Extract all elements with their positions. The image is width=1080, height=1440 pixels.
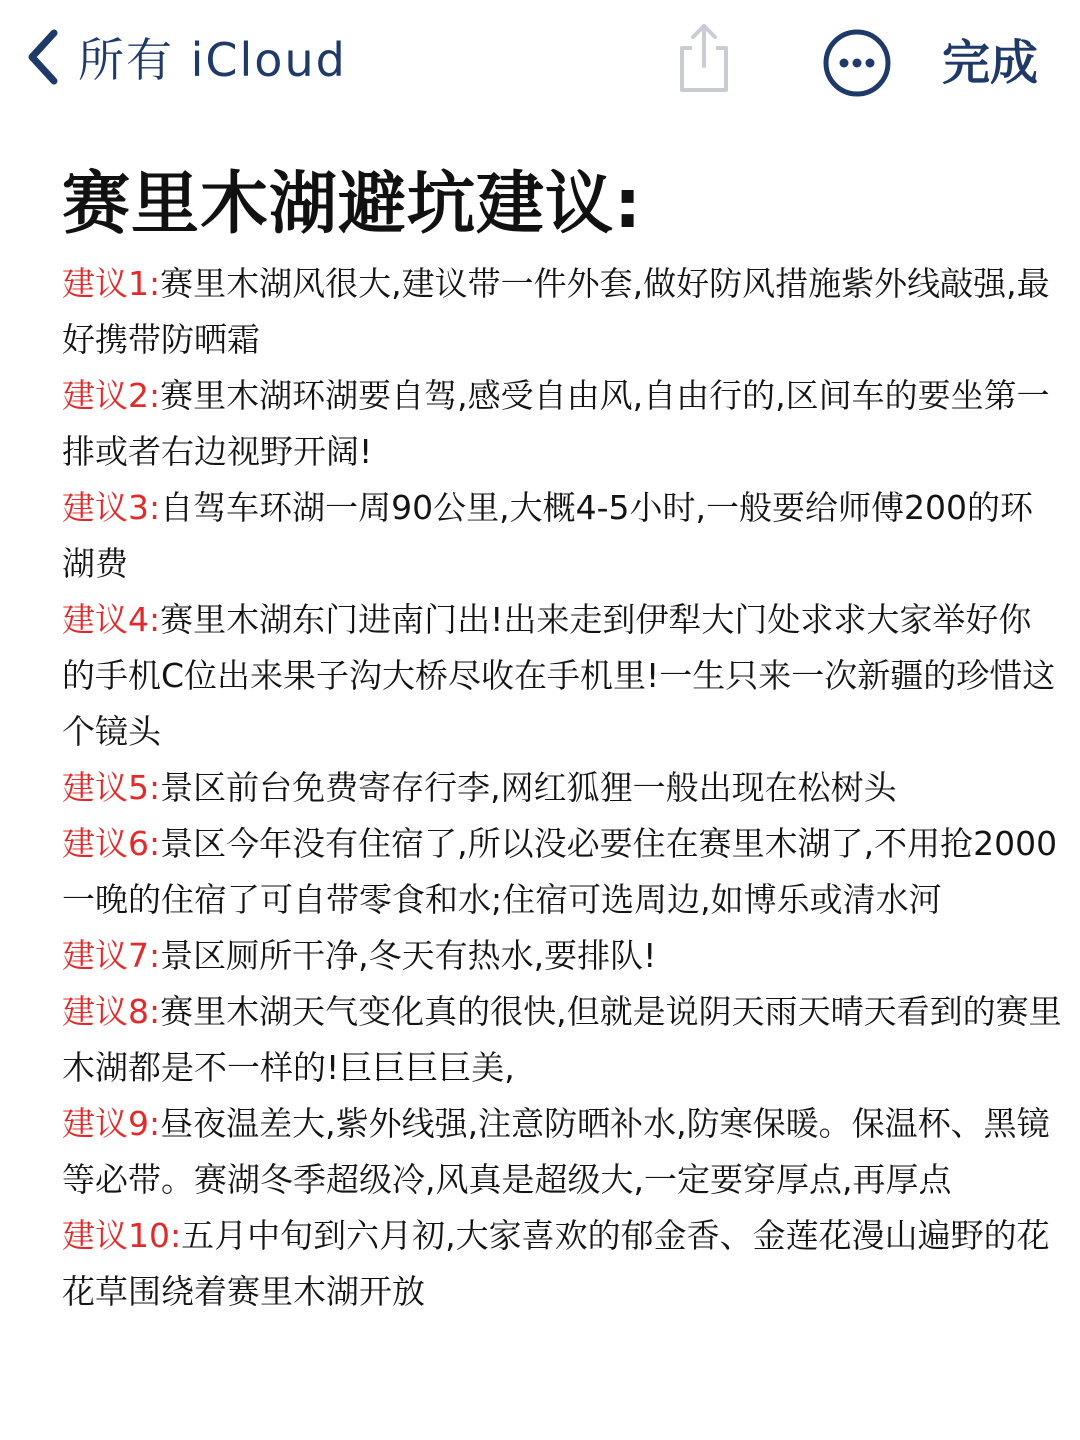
note-toolbar <box>0 0 1080 120</box>
tip-text: 自驾车环湖一周90公里,大概4-5小时,一般要给师傅200的环湖费 <box>62 488 1033 583</box>
tip-label: 建议1: <box>62 264 161 303</box>
tip-item <box>62 592 1064 760</box>
tip-text: 赛里木湖天气变化真的很快,但就是说阴天雨天晴天看到的赛里木湖都是不一样的!巨巨巨巨美, <box>62 992 1062 1087</box>
chevron-left-icon <box>24 29 60 85</box>
tips-list <box>62 256 1064 1320</box>
tip-label: 建议6: <box>62 824 161 863</box>
tip-label: 建议5: <box>62 768 161 807</box>
done-button[interactable]: 完成 <box>942 35 1039 91</box>
tip-text: 景区前台免费寄存行李,网红狐狸一般出现在松树头 <box>160 768 897 807</box>
tip-item <box>62 480 1064 592</box>
tip-item <box>62 760 1064 816</box>
tip-text: 昼夜温差大,紫外线强,注意防晒补水,防寒保暖。保温杯、黑镜等必带。赛湖冬季超级冷,风真是超级大,一定要穿厚点,再厚点 <box>62 1104 1050 1199</box>
tip-text: 景区厕所干净,冬天有热水,要排队! <box>160 936 657 975</box>
tip-label: 建议3: <box>62 488 161 527</box>
back-button-label: 所有 iCloud <box>78 33 347 87</box>
tip-item <box>62 1096 1064 1208</box>
tip-item <box>62 368 1064 480</box>
tip-item <box>62 1208 1064 1320</box>
tip-item <box>62 256 1064 368</box>
tip-text: 景区今年没有住宿了,所以没必要住在赛里木湖了,不用抢2000一晚的住宿了可自带零食和水;住宿可选周边,如博乐或清水河 <box>62 824 1058 919</box>
more-button[interactable] <box>822 28 892 98</box>
tip-label: 建议2: <box>62 376 161 415</box>
tip-label: 建议7: <box>62 936 161 975</box>
tip-text: 赛里木湖环湖要自驾,感受自由风,自由行的,区间车的要坐第一排或者右边视野开阔! <box>62 376 1050 471</box>
share-icon <box>672 81 736 100</box>
tip-text: 赛里木湖东门进南门出!出来走到伊犁大门处求求大家举好你的手机C位出来果子沟大桥尽收在手机里!一生只来一次新疆的珍惜这个镜头 <box>62 600 1056 751</box>
tip-label: 建议4: <box>62 600 161 639</box>
tip-text: 赛里木湖风很大,建议带一件外套,做好防风措施紫外线敲强,最好携带防晒霜 <box>62 264 1050 359</box>
ellipsis-circle-icon <box>822 83 892 102</box>
tip-text: 五月中旬到六月初,大家喜欢的郁金香、金莲花漫山遍野的花花草围绕着赛里木湖开放 <box>62 1216 1050 1311</box>
note-title: 赛里木湖避坑建议: <box>62 165 643 244</box>
share-button[interactable] <box>672 20 736 96</box>
note-body[interactable] <box>62 160 1064 1320</box>
tip-item <box>62 816 1064 928</box>
tip-label: 建议8: <box>62 992 161 1031</box>
tip-label: 建议9: <box>62 1104 161 1143</box>
tip-item <box>62 928 1064 984</box>
tip-label: 建议10: <box>62 1216 182 1255</box>
back-button[interactable] <box>24 22 347 92</box>
tip-item <box>62 984 1064 1096</box>
